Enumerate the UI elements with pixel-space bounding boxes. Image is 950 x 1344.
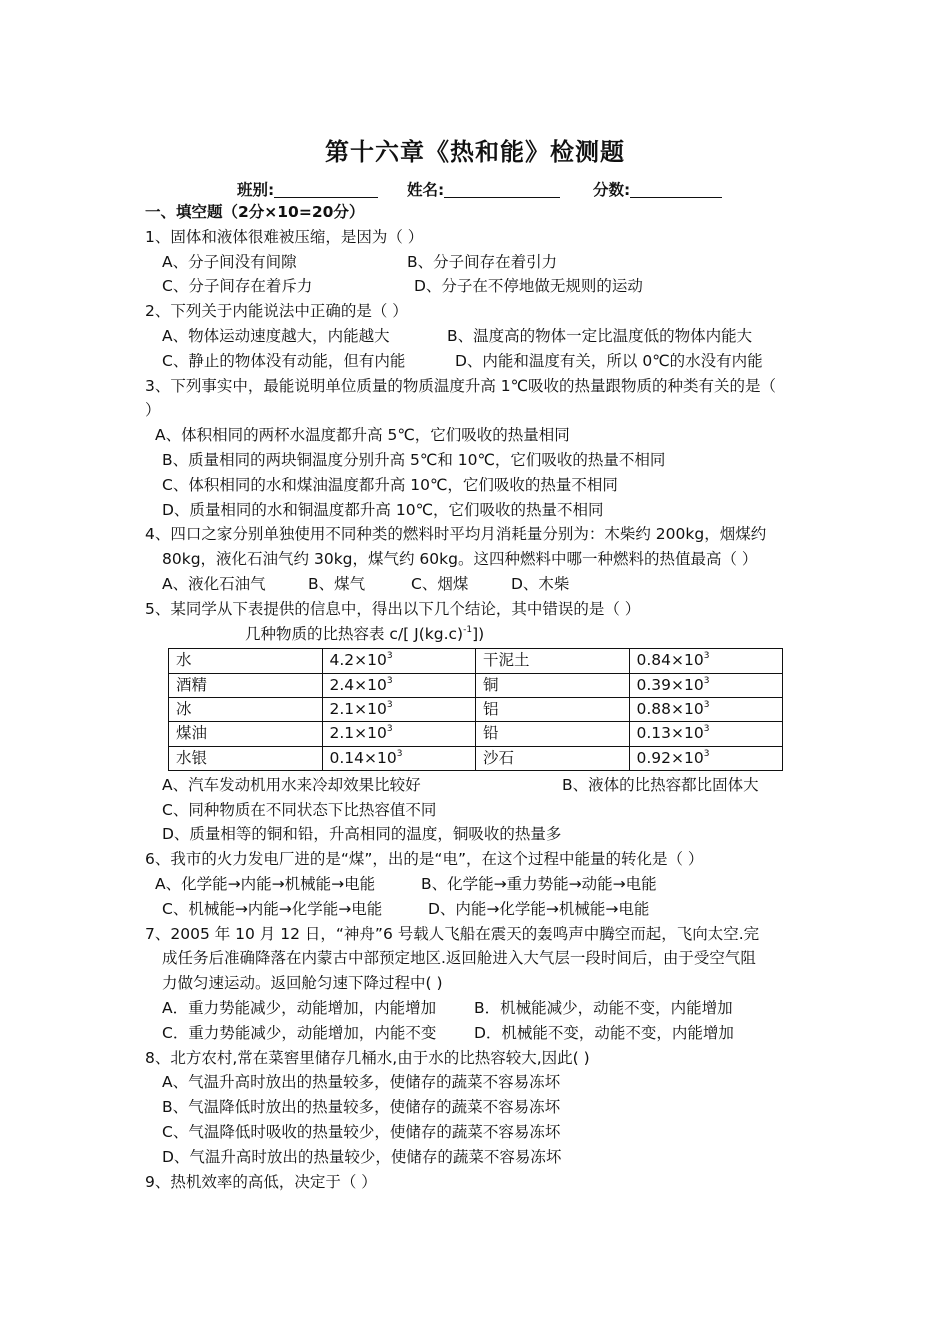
exponent: 3 — [703, 675, 710, 686]
page-title: 第十六章《热和能》检测题 — [325, 138, 625, 166]
question-5-stem: 5、某同学从下表提供的信息中，得出以下几个结论，其中错误的是（ ） — [145, 599, 641, 618]
question-7-options-cd — [145, 1021, 810, 1046]
question-2-options-ab — [145, 324, 810, 349]
option-c: C、烟煤 — [411, 574, 469, 593]
question-5-options-ab — [145, 773, 810, 798]
specific-heat-table — [168, 648, 783, 770]
student-info-line — [237, 178, 757, 200]
table-row — [169, 673, 783, 697]
question-3-option-c: C、体积相同的水和煤油温度都升高 10℃，它们吸收的热量不相同 — [162, 475, 618, 494]
substance-cell: 铅 — [476, 722, 630, 746]
score-blank — [630, 181, 722, 198]
question-1-options-ab — [145, 250, 810, 275]
option-d: D、分子在不停地做无规则的运动 — [414, 277, 643, 296]
value-cell: $0.39\times 10^3$ — [629, 673, 783, 697]
class-label: 班别: — [237, 181, 275, 199]
question-8-stem: 8、北方农村,常在菜窖里储存几桶水,由于水的比热容较大,因此( ) — [145, 1048, 590, 1067]
exponent: 3 — [703, 748, 710, 759]
option-b: B、温度高的物体一定比温度低的物体内能大 — [447, 326, 753, 345]
option-b: B、化学能→重力势能→动能→电能 — [421, 875, 657, 894]
exponent: 3 — [386, 675, 393, 686]
option-a: A、汽车发动机用水来冷却效果比较好 — [162, 775, 421, 794]
exponent: 3 — [703, 651, 710, 662]
name-blank — [444, 181, 560, 198]
option-d: D、内能→化学能→机械能→电能 — [428, 899, 650, 918]
question-6-stem: 6、我市的火力发电厂进的是“煤”，出的是“电”，在这个过程中能量的转化是（ ） — [145, 850, 704, 869]
option-a: A、化学能→内能→机械能→电能 — [155, 875, 376, 894]
question-3-option-d: D、质量相同的水和铜温度都升高 10℃，它们吸收的热量不相同 — [162, 500, 604, 519]
exponent: 3 — [703, 724, 710, 735]
question-6-options-ab — [145, 872, 810, 897]
exponent: 3 — [386, 700, 393, 711]
value-cell: $2.1\times 10^3$ — [322, 697, 476, 721]
question-8-option-d: D、气温升高时放出的热量较少，使储存的蔬菜不容易冻坏 — [162, 1147, 562, 1166]
option-c: C、分子间存在着斥力 — [162, 277, 313, 296]
table-caption — [145, 622, 810, 647]
class-blank — [274, 181, 378, 198]
option-a: A．重力势能减少，动能增加，内能增加 — [162, 999, 437, 1017]
table-caption-text: 几种物质的比热容表 c/[ J(kg.c) — [245, 624, 464, 643]
option-a: A、液化石油气 — [162, 574, 266, 593]
question-3-option-b: B、质量相同的两块铜温度分别升高 5℃和 10℃，它们吸收的热量不相同 — [162, 450, 666, 469]
exponent: 3 — [386, 724, 393, 735]
option-b: B．机械能减少，动能不变，内能增加 — [474, 999, 733, 1017]
substance-cell: 水 — [169, 649, 323, 673]
value-cell: $2.4\times 10^3$ — [322, 673, 476, 697]
option-d: D、木柴 — [511, 574, 570, 593]
question-4-stem-line2: 80kg，液化石油气约 30kg，煤气约 60kg。这四种燃料中哪一种燃料的热值最高（ ） — [162, 550, 758, 569]
table-row — [169, 649, 783, 673]
value-cell: $2.1\times 10^3$ — [322, 722, 476, 746]
question-7-options-ab — [145, 996, 810, 1021]
value-cell: $0.13\times 10^3$ — [629, 722, 783, 746]
exponent: 3 — [703, 700, 710, 711]
question-7-stem-line2: 成任务后准确降落在内蒙古中部预定地区.返回舱进入大气层一段时间后，由于受空气阻 — [162, 949, 756, 968]
option-c: C、机械能→内能→化学能→电能 — [162, 899, 383, 918]
question-1-options-cd — [145, 274, 810, 299]
substance-cell: 铜 — [476, 673, 630, 697]
section-heading: 一、填空题（2分×10=20分） — [145, 203, 365, 221]
question-9-stem: 9、热机效率的高低，决定于（ ） — [145, 1172, 377, 1191]
question-4-options — [145, 572, 810, 597]
value-cell: $0.14\times 10^3$ — [322, 746, 476, 770]
substance-cell: 水银 — [169, 746, 323, 770]
value-cell: $0.88\times 10^3$ — [629, 697, 783, 721]
question-5-option-d: D、质量相等的铜和铅，升高相同的温度，铜吸收的热量多 — [162, 825, 562, 844]
question-4-stem-line1: 4、四口之家分别单独使用不同种类的燃料时平均月消耗量分别为：木柴约 200kg，烟煤约 — [145, 525, 767, 544]
table-caption-sup: -1 — [463, 624, 473, 635]
option-b: B、液体的比热容都比固体大 — [562, 775, 759, 794]
question-3-option-a: A、体积相同的两杯水温度都升高 5℃，它们吸收的热量相同 — [155, 426, 570, 445]
option-b: B、煤气 — [308, 574, 366, 593]
option-d: D、内能和温度有关，所以 0℃的水没有内能 — [455, 351, 763, 370]
score-label: 分数: — [593, 181, 631, 199]
name-label: 姓名: — [407, 181, 445, 199]
option-a: A、物体运动速度越大，内能越大 — [162, 326, 390, 345]
question-2-options-cd — [145, 349, 810, 374]
table-row — [169, 697, 783, 721]
question-5-option-c: C、同种物质在不同状态下比热容值不同 — [162, 800, 437, 819]
question-3-stem-line2: ） — [145, 401, 161, 420]
value-cell: $0.84\times 10^3$ — [629, 649, 783, 673]
substance-cell: 煤油 — [169, 722, 323, 746]
exponent: 3 — [396, 748, 403, 759]
table-row — [169, 722, 783, 746]
option-c: C、静止的物体没有动能，但有内能 — [162, 351, 406, 370]
question-2-stem: 2、下列关于内能说法中正确的是（ ） — [145, 302, 408, 321]
value-cell: $4.2\times 10^3$ — [322, 649, 476, 673]
question-7-stem-line3: 力做匀速运动。返回舱匀速下降过程中( ) — [162, 974, 443, 993]
option-d: D．机械能不变，动能不变，内能增加 — [474, 1023, 734, 1042]
substance-cell: 铝 — [476, 697, 630, 721]
option-c: C．重力势能减少，动能增加，内能不变 — [162, 1023, 437, 1042]
question-8-option-c: C、气温降低时吸收的热量较少，使储存的蔬菜不容易冻坏 — [162, 1122, 561, 1141]
table-caption-end: ]) — [472, 624, 485, 643]
substance-cell: 酒精 — [169, 673, 323, 697]
question-8-option-a: A、气温升高时放出的热量较多，使储存的蔬菜不容易冻坏 — [162, 1073, 561, 1092]
option-b: B、分子间存在着引力 — [407, 252, 558, 271]
table-row — [169, 746, 783, 770]
question-7-stem-line1: 7、2005 年 10 月 12 日，“神舟”6 号载人飞船在震天的轰鸣声中腾空而起，飞向太空.完 — [145, 924, 760, 943]
question-8-option-b: B、气温降低时放出的热量较多，使储存的蔬菜不容易冻坏 — [162, 1098, 561, 1117]
question-6-options-cd — [145, 897, 810, 922]
value-cell: $0.92\times 10^3$ — [629, 746, 783, 770]
question-1-stem: 1、固体和液体很难被压缩，是因为（ ） — [145, 227, 424, 246]
substance-cell: 沙石 — [476, 746, 630, 770]
option-a: A、分子间没有间隙 — [162, 252, 297, 271]
substance-cell: 冰 — [169, 697, 323, 721]
exponent: 3 — [386, 651, 393, 662]
exam-content — [145, 200, 810, 1194]
question-3-stem-line1: 3、下列事实中，最能说明单位质量的物质温度升高 1℃吸收的热量跟物质的种类有关的是（ — [145, 376, 777, 395]
substance-cell: 干泥土 — [476, 649, 630, 673]
